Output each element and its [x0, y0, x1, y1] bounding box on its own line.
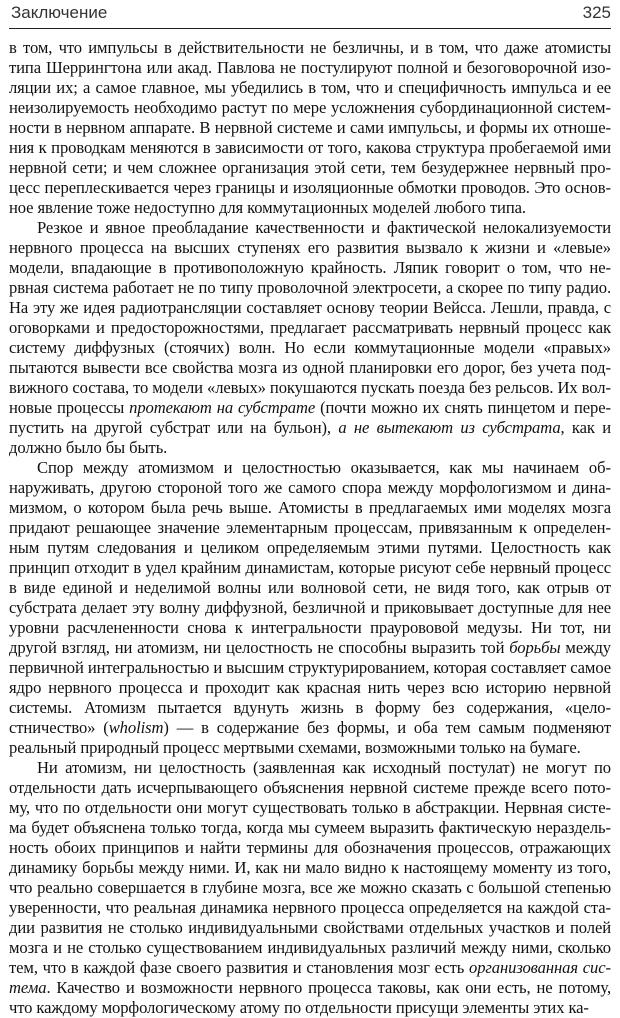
text-span: между первичной интегральностью и высшим структурированием, которая составляет самое ядро нервного процесса и проходит как красная нить через всю историю нервной системы. Атомизм пытается вдунуть жизнь в форму без содержания, «целостничество» ( [9, 638, 611, 737]
text-span: в том, что импульсы в действительности не безличны, и в том, что даже атомисты типа Шеррингтона или акад. Павлова не постулируют полной и безоговорочной изоляции их; а самое главное, мы убедились в том, что и специфичность импульса и ее неизолируемость необходимо растут по мере усложнения субординационной системности в нервном аппарате. В нервной системе и сами импульсы, и формы их отношения к проводкам меняются в зависимости от того, какова структура пробегаемой ими нервной сети; и чем сложнее организация этой сети, тем безудержнее нервный процесс переплескивается через границы и изоляционные обмотки проводов. Это основное явление тоже недоступно для коммутационных моделей любого типа. [9, 38, 611, 217]
text-span: , как и должно было бы быть. [9, 418, 611, 457]
paragraph [9, 218, 611, 458]
paragraph [9, 458, 611, 758]
text-span: Ни атомизм, ни целостность (заявленная как исходный постулат) не могут по отдельности дать исчерпывающего объяснения нервной системе прежде всего потому, что по отдельности они могут существовать только в абстракции. Нервная система будет объяснена только тогда, когда мы сумеем выразить фактическую нераздельность обоих принципов и найти термины для обозначения процессов, отражающих динамику борьбы между ними. И, как ни мало видно к настоящему моменту из того, что реально совершается в глубине мозга, все же можно сказать с большой степенью уверенности, что реальная динамика нервного процесса определяется на каждой стадии развития не столько индивидуальными свойствами отдельных участков и полей мозга и не столько существованием индивидуальных различий между ними, сколько тем, что в каждой фазе своего развития и становления мозг есть [9, 758, 611, 977]
italic-span: организованная система [9, 958, 611, 997]
text-span: ) — в содержание без формы, и оба тем самым подменяют реальный природный процесс мертвыми схемами, возможными только на бумаге. [9, 718, 611, 757]
text-span: . Качество и возможности нервного процесса таковы, как они есть, не потому, что каждому морфологическому атому по отдельности присущи элементы этих ка- [9, 978, 611, 1017]
italic-span: а не вытекают из субстрата [338, 418, 561, 437]
text-span: (почти можно их снять пинцетом и перепустить на другой субстрат или на бульон), [9, 398, 611, 437]
running-header [9, 0, 611, 29]
section-title: Заключение [11, 3, 108, 22]
body-text [9, 38, 611, 1018]
text-span: Спор между атомизмом и целостностью оказывается, как мы начинаем обнаруживать, другою стороной того же самого спора между морфологизмом и динамизмом, о котором была речь выше. Атомисты в предлагаемых ими моделях мозга придают решающее значение элементарным процессам, привязанным к определенным путям следования и целиком определяемым этими путями. Целостность как принцип отходит в удел крайним динамистам, которые рисуют себе нервный процесс в виде единой и неделимой волны или волновой сети, не видя того, как отрыв от субстрата делает эту волну диффузной, безличной и приковывает доступные для нее уровни расчлененности снова к интегральности праурововой медузы. Ни тот, ни другой взгляд, ни атомизм, ни целостность не способны выразить той [9, 458, 611, 657]
text-span: Резкое и явное преобладание качественности и фактической нелокализуемости нервного процесса на высших ступенях его развития вызвало к жизни и «левые» модели, впадающие в противоположную крайность. Ляпик говорит о том, что нервная система работает не по типу проволочной электросети, а скорее по типу радио. На эту же идея радиотрансляции составляет основу теории Вейсса. Лешли, правда, с оговорками и предосторожностями, предлагает рассматривать нервный процесс как систему диффузных (стоячих) волн. Но если коммутационные модели «правых» пытаются вывести все свойства мозга из одной планировки его дорог, без учета подвижного состава, то модели «левых» покушаются пускать поезда без рельсов. Их волновые процессы [9, 218, 611, 417]
page-number: 325 [582, 3, 611, 22]
paragraph [9, 758, 611, 1018]
paragraph [9, 38, 611, 218]
italic-span: борьбы [509, 638, 561, 657]
italic-span: протекают на субстрате [129, 398, 316, 417]
italic-span: wholism [108, 718, 164, 737]
